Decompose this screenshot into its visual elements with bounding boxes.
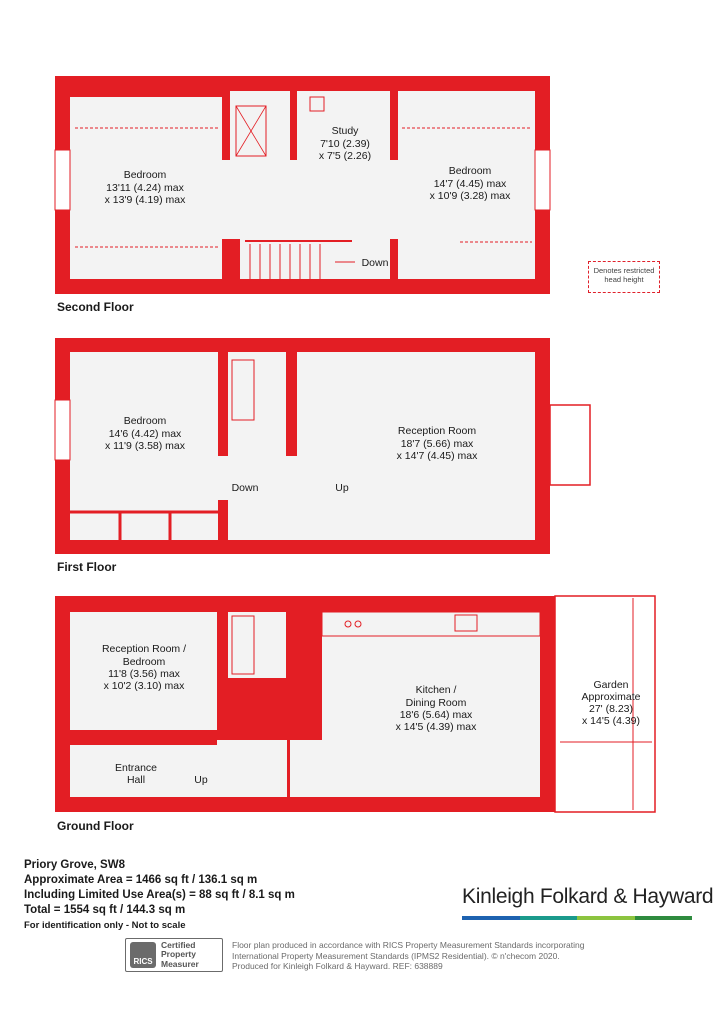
kitchen-dim2: x 14'5 (4.39) max	[395, 721, 477, 733]
second-floor-plan	[55, 76, 550, 294]
ground-reception-dim2: x 10'2 (3.10) max	[103, 680, 185, 692]
limited-use-area: Including Limited Use Area(s) = 88 sq ft / 8.1 sq m	[24, 889, 295, 901]
study-name: Study	[331, 125, 359, 137]
second-floor-title: Second Floor	[57, 300, 134, 314]
bedroom-right-name: Bedroom	[448, 165, 492, 177]
bedroom-right-dim1: 14'7 (4.45) max	[433, 178, 507, 190]
address: Priory Grove, SW8	[24, 859, 125, 871]
study-dim2: x 7'5 (2.26)	[318, 150, 372, 162]
garden-dim2: x 14'5 (4.39)	[581, 715, 641, 727]
brand-color-bar	[462, 916, 692, 920]
first-stairs-down-label: Down	[231, 482, 259, 494]
first-bedroom-dim1: 14'6 (4.42) max	[108, 428, 182, 440]
ground-stairs-up-label: Up	[194, 774, 208, 786]
rics-line3: Measurer	[161, 958, 199, 969]
disclaimer-line2: International Property Measurement Standards (IPMS2 Residential). © n'checom 2020.	[232, 950, 560, 961]
stairs-down-label: Down	[361, 257, 389, 269]
bedroom-left-dim2: x 13'9 (4.19) max	[104, 194, 186, 206]
first-floor-title: First Floor	[57, 560, 117, 574]
garden-name1: Garden	[593, 679, 629, 691]
first-bedroom-name: Bedroom	[123, 415, 167, 427]
kitchen-name1: Kitchen /	[415, 684, 457, 696]
brand-name: Kinleigh Folkard & Hayward	[462, 885, 714, 908]
ground-reception-name1: Reception Room /	[101, 643, 187, 655]
ground-reception-dim1: 11'8 (3.56) max	[108, 668, 180, 680]
ground-bathroom-area	[228, 612, 286, 678]
ground-stairs-area	[217, 740, 287, 797]
restricted-height-legend	[588, 261, 660, 293]
rics-line2: Property	[161, 949, 196, 960]
bedroom-left-dim1: 13'11 (4.24) max	[106, 182, 184, 194]
first-stairs-area	[228, 500, 346, 540]
garden-dim1: 27' (8.23)	[588, 703, 634, 715]
first-reception-dim2: x 14'7 (4.45) max	[396, 450, 478, 462]
bedroom-right-dim2: x 10'9 (3.28) max	[429, 190, 511, 202]
kitchen-name2: Dining Room	[405, 697, 467, 709]
entrance-name2: Hall	[126, 774, 146, 786]
first-reception-dim1: 18'7 (5.66) max	[400, 438, 474, 450]
landing-area	[222, 160, 398, 239]
bedroom-left-name: Bedroom	[123, 169, 167, 181]
rics-logo: RICS	[130, 942, 156, 968]
property-info	[24, 858, 295, 933]
entrance-name1: Entrance	[114, 762, 158, 774]
first-reception-name: Reception Room	[397, 425, 477, 437]
first-stairs-up-label: Up	[335, 482, 349, 494]
kitchen-dim1: 18'6 (5.64) max	[399, 709, 473, 721]
first-floor-plan	[55, 338, 590, 554]
disclaimer-line1: Floor plan produced in accordance with RICS Property Measurement Standards incorporating	[232, 940, 585, 950]
study-dim1: 7'10 (2.39)	[320, 138, 370, 150]
rics-line1: Certified	[161, 939, 196, 950]
disclaimer	[232, 940, 612, 972]
first-bedroom-dim2: x 11'9 (3.58) max	[104, 440, 186, 452]
first-bathroom-area	[228, 352, 286, 456]
restricted-note-line2: head height	[604, 275, 644, 284]
approx-area: Approximate Area = 1466 sq ft / 136.1 sq m	[24, 874, 258, 886]
disclaimer-line3: Produced for Kinleigh Folkard & Hayward. REF: 638889	[232, 961, 443, 971]
total-area: Total = 1554 sq ft / 144.3 sq m	[24, 904, 186, 916]
garden-name2: Approximate	[581, 691, 641, 703]
rics-badge	[125, 938, 223, 972]
restricted-note-line1: Denotes restricted	[593, 266, 655, 275]
ground-floor-plan	[55, 596, 655, 812]
ground-reception-name2: Bedroom	[122, 656, 166, 668]
scale-note: For identification only - Not to scale	[24, 920, 186, 931]
ground-floor-title: Ground Floor	[57, 819, 134, 833]
